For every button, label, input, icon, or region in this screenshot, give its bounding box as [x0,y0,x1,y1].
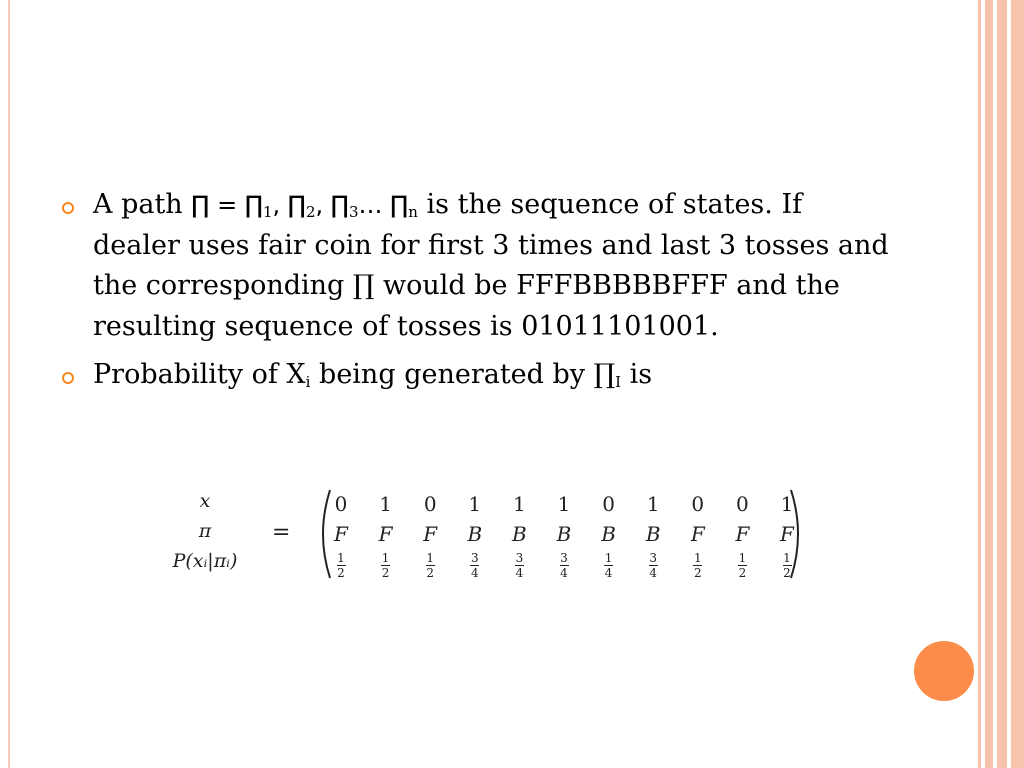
matrix-cell-x: 0 [602,492,615,516]
matrix-cell-prob [549,552,579,579]
matrix-cell-x: 0 [736,492,749,516]
matrix-cell-prob [504,552,534,579]
matrix-cell-prob [594,552,624,579]
fraction-denominator: 4 [560,566,568,580]
matrix-cell-x: 0 [691,492,705,516]
fraction-denominator: 4 [649,566,657,580]
row-label-pi: π [198,520,212,542]
right-stripe [978,0,981,768]
fraction-denominator: 2 [693,566,702,580]
matrix-cell-prob [727,552,757,579]
matrix-cell-pi: B [556,522,572,546]
bullet-icon [62,202,74,214]
matrix-cell-x: 1 [379,492,392,516]
right-stripe [985,0,993,768]
decorative-circle [914,641,974,701]
fraction-numerator: 1 [604,551,613,565]
fraction-denominator: 2 [783,566,791,580]
bullet-icon [62,372,74,384]
matrix-cell-x: 1 [780,492,794,516]
matrix-cell-pi: B [467,522,483,546]
matrix-cell-x: 1 [513,492,526,516]
matrix-cell-x: 1 [646,492,660,516]
equals-sign: = [272,520,291,545]
matrix-cell-x: 1 [468,492,482,516]
fraction-numerator: 1 [738,551,747,565]
matrix-cell-prob [371,552,401,579]
bullet-list [60,185,890,404]
matrix-cell-prob [415,552,445,579]
fraction-denominator: 2 [738,566,747,580]
fraction-denominator: 2 [426,566,434,580]
right-stripe [997,0,1007,768]
matrix-cell-pi: F [735,522,750,546]
fraction-denominator: 2 [381,566,390,580]
matrix-cell-pi: F [690,522,705,546]
fraction-numerator: 3 [515,551,524,565]
bullet-item-probability [60,355,890,396]
row-label-x: x [199,490,211,512]
matrix-cell-x: 1 [557,492,571,516]
fraction-denominator: 4 [515,566,524,580]
fraction-numerator: 1 [337,551,345,565]
matrix-cell-pi: B [645,522,661,546]
matrix-cell-pi: F [334,522,348,546]
matrix-cell-pi: B [512,522,527,546]
fraction-numerator: 1 [693,551,702,565]
bullet-text: A path ∏ = $\prod_1$, $\prod_2$, $\prod_3\dots$ $\prod_n$ is the sequence of states. If dealer uses fair coin for first 3 times and last 3 tosses and the corresponding ∏ would be FFFBBBBBFFF and the resulting sequence of tosses is 01011101001. [93,189,889,342]
matrix-cell-prob [326,552,356,579]
matrix-cell-prob [460,552,490,579]
left-border-line [8,0,10,768]
fraction-denominator: 4 [470,566,479,580]
matrix-cell-pi: B [601,522,616,546]
fraction-numerator: 1 [381,551,390,565]
fraction-denominator: 4 [604,566,613,580]
matrix-cell-prob [772,552,802,579]
matrix-cell-pi: F [423,522,438,546]
matrix-cell-pi: F [780,522,794,546]
fraction-numerator: 3 [470,551,479,565]
fraction-numerator: 3 [560,551,568,565]
fraction-denominator: 2 [337,566,345,580]
fraction-numerator: 1 [426,551,434,565]
matrix-cell-x: 0 [334,492,348,516]
bullet-item-path [60,185,890,347]
row-label-prob: P(xᵢ|πᵢ) [172,550,238,572]
matrix-cell-pi: F [378,522,393,546]
fraction-numerator: 3 [649,551,657,565]
fraction-numerator: 1 [783,551,791,565]
matrix-cell-prob [638,552,668,579]
matrix-cell-x: 0 [423,492,437,516]
matrix-cell-prob [683,552,713,579]
bullet-text: Probability of $X_i$ being generated by $\prod_I$ is [93,359,653,391]
right-stripe [1011,0,1024,768]
